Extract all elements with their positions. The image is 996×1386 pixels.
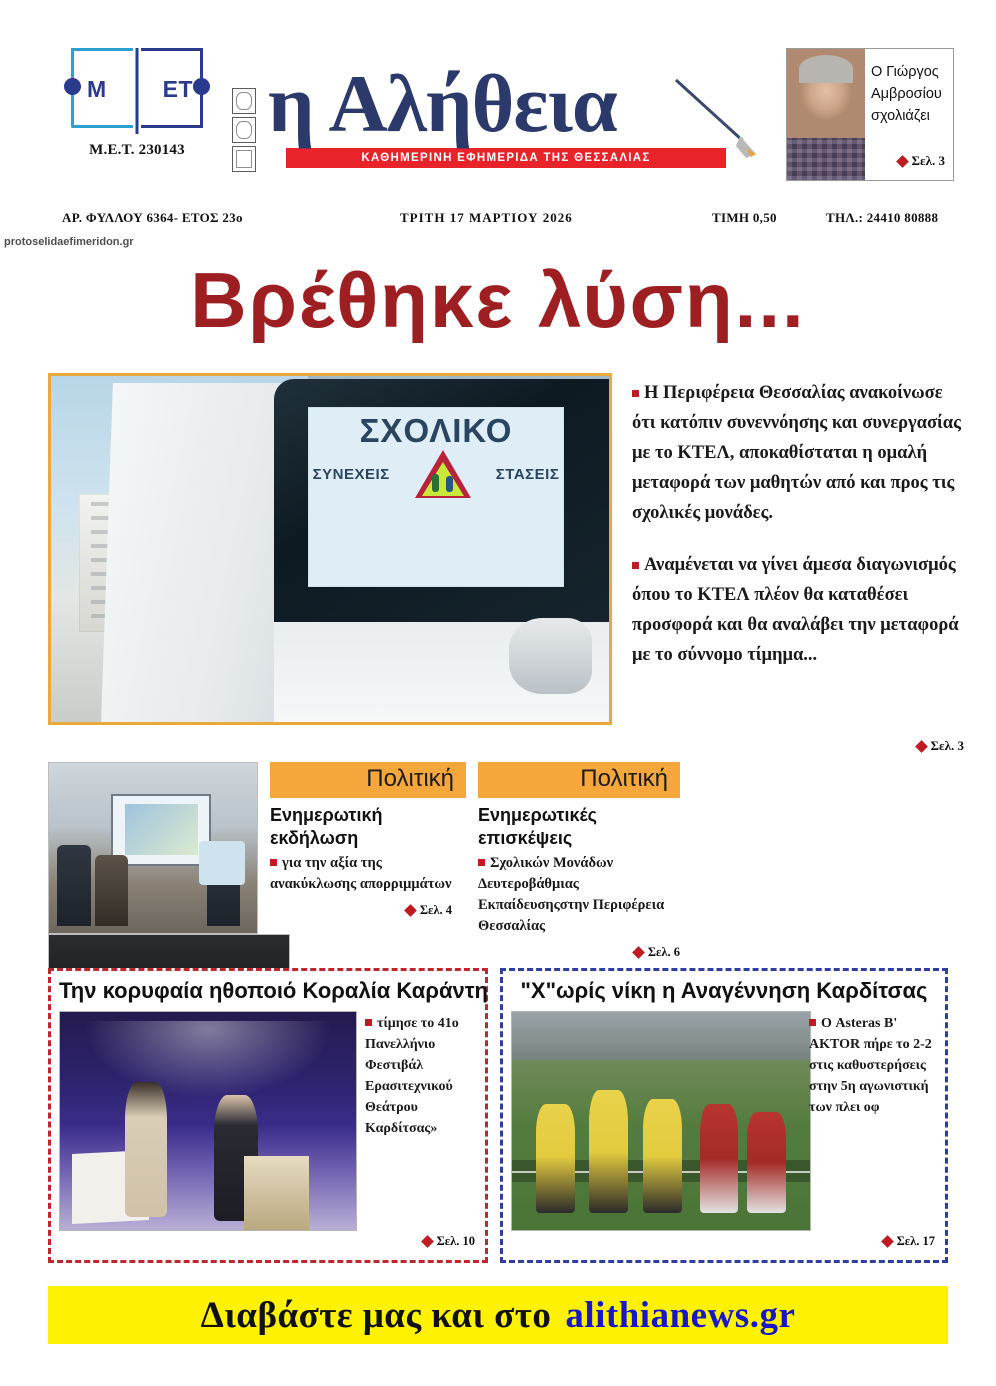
website-promo-text: Διαβάστε μας και στο: [200, 1294, 552, 1336]
middle-card-body-1-text: για την αξία της ανακύκλωσης απορριμμάτων: [270, 855, 452, 892]
columnist-box[interactable]: [786, 48, 954, 181]
book-spine: [136, 48, 139, 134]
photo-bus-mirror: [509, 618, 593, 694]
diamond-bullet-icon: [915, 740, 928, 753]
lead-paragraph-2: [632, 550, 962, 670]
source-watermark: protoselidaefimeridon.gr: [4, 236, 134, 248]
met-logo-code: Μ.Ε.Τ. 230143: [89, 142, 185, 158]
football-match-photo: [511, 1011, 811, 1231]
children-crossing-warning-icon: [415, 450, 471, 498]
met-logo: [62, 48, 212, 159]
met-logo-right-letter: ET: [162, 76, 193, 102]
website-url-link[interactable]: alithianews.gr: [565, 1294, 796, 1336]
middle-card-title-2: Ενημερωτικές επισκέψεις: [478, 805, 597, 848]
middle-card-category-1: Πολιτική: [270, 762, 466, 798]
actress-figure: [125, 1082, 166, 1217]
presentation-screen: [111, 794, 211, 866]
lead-story-text: [632, 378, 962, 692]
player-figure-yellow-2: [589, 1090, 628, 1212]
child-figure-1: [432, 474, 439, 492]
square-bullet-icon: [809, 1019, 816, 1026]
bottom-box-inner-1: [59, 1011, 477, 1249]
middle-card-page-ref-2-label: Σελ. 6: [647, 945, 680, 959]
book-left-dot-icon: [64, 78, 81, 95]
columnist-page-ref-label: Σελ. 3: [911, 153, 945, 168]
bottom-box-text-1: [365, 1013, 477, 1139]
award-stamps: [232, 88, 258, 175]
lead-story-page-ref-label: Σελ. 3: [930, 738, 964, 753]
bottom-box-text-2-content: Ο Asteras B' AKTOR πήρε το 2-2 στις καθυστερήσεις στην 5η αγωνιστική των πλει οφ: [809, 1016, 932, 1115]
price-label: ΤΙΜΗ 0,50: [712, 210, 777, 225]
bus-sign-right-text: ΣΤΑΣΕΙΣ: [495, 465, 560, 483]
phone-number: ΤΗΛ.: 24410 80888: [826, 210, 939, 225]
book-right-dot-icon: [193, 78, 210, 95]
middle-section: [48, 762, 948, 959]
diamond-bullet-icon: [881, 1235, 894, 1248]
bottom-box-football[interactable]: [500, 968, 948, 1263]
square-bullet-icon: [478, 859, 485, 866]
child-figure-2: [446, 476, 453, 492]
event-logo-panel: [199, 841, 245, 885]
bottom-box-page-ref-1-label: Σελ. 10: [436, 1234, 475, 1248]
attendee-figure-1: [57, 845, 90, 927]
bottom-box-title-2: "Χ"ωρίς νίκη η Αναγέννηση Καρδίτσας: [520, 978, 928, 1003]
diamond-bullet-icon: [896, 155, 909, 168]
columnist-shirt: [787, 138, 865, 180]
lead-story-photo: [48, 373, 612, 725]
theatre-award-photo: [59, 1011, 357, 1231]
attendee-figure-2: [95, 855, 128, 926]
middle-card-title-1: Ενημερωτική εκδήλωση: [270, 805, 383, 848]
bus-sign-left-text: ΣΥΝΕΧΕΙΣ: [312, 465, 390, 483]
award-stamp-icon-2: [232, 117, 256, 143]
masthead: [0, 0, 996, 200]
paper-title-block: [268, 58, 768, 168]
columnist-page-ref[interactable]: [898, 150, 945, 172]
columnist-line-1: Ο Γιώργος: [871, 64, 939, 80]
lead-paragraph-2-text: Αναμένεται να γίνει άμεσα διαγωνισμός όπου το ΚΤΕΛ πλέον θα καταθέσει προσφορά και θα αναλάβει την μεταφορά με το σύννομο τίμημα...: [632, 555, 959, 665]
bottom-box-theatre[interactable]: [48, 968, 488, 1263]
middle-photo-left: [48, 762, 258, 934]
middle-card-body-1: [270, 853, 466, 895]
bottom-box-page-ref-1[interactable]: [423, 1234, 475, 1249]
award-stamp-icon-1: [232, 88, 256, 114]
paper-title: [268, 58, 768, 149]
columnist-photo: [787, 49, 865, 180]
main-headline: Βρέθηκε λύση...: [190, 256, 806, 344]
middle-card-recycling[interactable]: [270, 762, 466, 918]
columnist-line-2: Αμβροσίου: [871, 86, 942, 102]
middle-card-body-2-text: Σχολικών Μονάδων Δευτεροβάθμιας Εκπαίδευσηςστην Περιφέρεια Θεσσαλίας: [478, 855, 665, 934]
bus-sign-main-text: ΣΧΟΛΙΚΟ: [359, 412, 513, 450]
square-bullet-icon: [270, 859, 277, 866]
bottom-box-text-2: [809, 1013, 937, 1118]
met-logo-left-letter: M: [87, 76, 107, 102]
paper-tagline: ΚΑΘΗΜΕΡΙΝΗ ΕΦΗΜΕΡΙΔΑ ΤΗΣ ΘΕΣΣΑΛΙΑΣ: [286, 148, 726, 168]
middle-card-category-2: Πολιτική: [478, 762, 680, 798]
bottom-box-inner-2: [511, 1011, 937, 1249]
player-figure-red-1: [700, 1104, 739, 1213]
player-figure-yellow-3: [643, 1099, 682, 1212]
publication-date: ΤΡΙΤΗ 17 ΜΑΡΤΙΟΥ 2026: [400, 210, 573, 225]
lead-paragraph-1: [632, 378, 962, 528]
lead-paragraph-1-text: Η Περιφέρεια Θεσσαλίας ανακοίνωσε ότι κατόπιν συνεννόησης και συνεργασίας με το ΚΤΕΛ, αποκαθίσταται η ομαλή μεταφορά των μαθητών από και προς τις σχολικές μονάδες.: [632, 383, 961, 523]
middle-card-page-ref-1[interactable]: [270, 903, 466, 918]
photo-school-bus-sign: [308, 407, 565, 587]
diamond-bullet-icon: [632, 946, 645, 959]
bottom-section: [48, 968, 948, 1263]
diamond-bullet-icon: [421, 1235, 434, 1248]
issue-number: ΑΡ. ΦΥΛΛΟΥ 6364- ΕΤΟΣ 23ο: [62, 210, 243, 225]
square-bullet-icon: [632, 390, 639, 397]
columnist-text: [865, 49, 953, 180]
bottom-box-text-1-content: τίμησε το 41ο Πανελλήνιο Φεστιβάλ Ερασιτεχνικού Θεάτρου Καρδίτσας»: [365, 1016, 459, 1136]
columnist-hair: [799, 55, 853, 83]
bottom-box-page-ref-2-label: Σελ. 17: [896, 1234, 935, 1248]
website-promo-banner[interactable]: [48, 1286, 948, 1344]
middle-card-school-visits[interactable]: [478, 762, 680, 960]
middle-card-page-ref-2[interactable]: [478, 945, 680, 960]
stage-podium: [244, 1156, 309, 1230]
square-bullet-icon: [632, 562, 639, 569]
middle-card-page-ref-1-label: Σελ. 4: [419, 903, 452, 917]
player-figure-red-2: [747, 1112, 786, 1212]
diamond-bullet-icon: [404, 904, 417, 917]
bottom-box-page-ref-2[interactable]: [883, 1234, 935, 1249]
award-stamp-icon-3: [232, 146, 256, 172]
middle-card-body-2: [478, 853, 680, 937]
bottom-box-title-1: Την κορυφαία ηθοποιό Κοραλία Καράντη: [59, 978, 488, 1003]
stadium-stand: [512, 1012, 810, 1060]
stage-spotlight: [84, 1021, 333, 1099]
bus-sign-bottom-row: [309, 450, 564, 498]
lead-story-page-ref[interactable]: [917, 738, 964, 754]
info-bar: [0, 207, 996, 233]
player-figure-yellow-1: [536, 1104, 575, 1213]
open-book-icon: [71, 48, 203, 136]
paper-title-text: η Αλήθεια: [268, 58, 617, 149]
columnist-line-3: σχολιάζει: [871, 108, 930, 124]
square-bullet-icon: [365, 1019, 372, 1026]
